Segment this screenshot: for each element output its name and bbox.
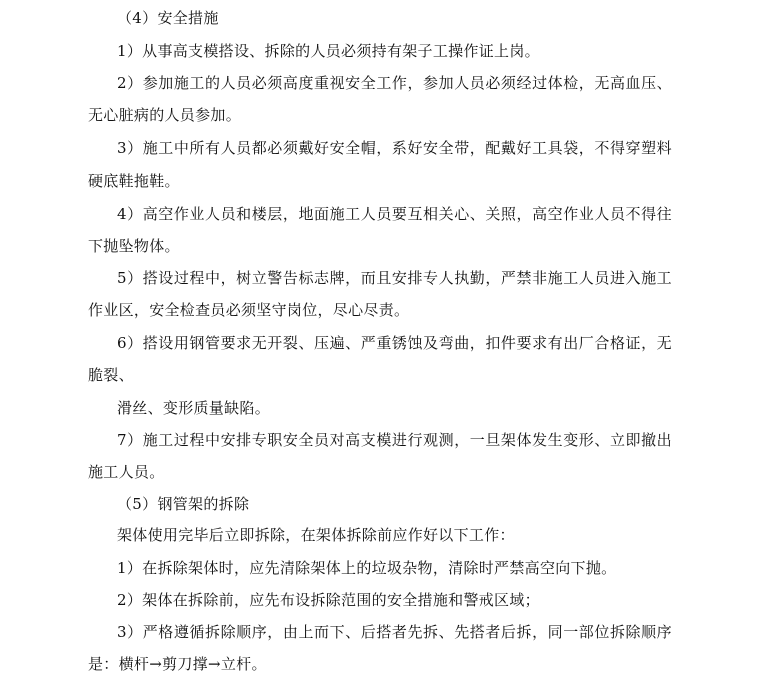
item6-line2: 脆裂、 — [88, 366, 134, 384]
dismantle-item3-line2: 是：横杆→剪刀撑→立杆。 — [88, 655, 267, 673]
item6-line3: 滑丝、变形质量缺陷。 — [117, 399, 271, 417]
item7-line2: 施工人员。 — [88, 463, 165, 481]
item2-line1: 2）参加施工的人员必须高度重视安全工作，参加人员必须经过体检，无高血压、 — [117, 74, 672, 92]
dismantle-item1: 1）在拆除架体时，应先清除架体上的垃圾杂物，清除时严禁高空向下抛。 — [117, 559, 617, 577]
dismantle-item2: 2）架体在拆除前，应先布设拆除范围的安全措施和警戒区域； — [117, 591, 540, 609]
item5-line1: 5）搭设过程中，树立警告标志牌，而且安排专人执勤，严禁非施工人员进入施工 — [117, 269, 672, 287]
section5-heading: （5）钢管架的拆除 — [117, 495, 250, 513]
item3-line2: 硬底鞋拖鞋。 — [88, 172, 180, 190]
item6-line1: 6）搭设用钢管要求无开裂、压遍、严重锈蚀及弯曲，扣件要求有出厂合格证，无 — [117, 334, 672, 352]
item7-line1: 7）施工过程中安排专职安全员对高支模进行观测，一旦架体发生变形、立即撤出 — [117, 431, 672, 449]
item4-line2: 下抛坠物体。 — [88, 237, 180, 255]
item1-text: 1）从事高支模搭设、拆除的人员必须持有架子工操作证上岗。 — [117, 42, 540, 60]
item2-line2: 无心脏病的人员参加。 — [88, 106, 242, 124]
item5-line2: 作业区，安全检查员必须坚守岗位，尽心尽责。 — [88, 301, 410, 319]
section4-heading: （4）安全措施 — [117, 9, 219, 27]
dismantle-item3-line1: 3）严格遵循拆除顺序，由上而下、后搭者先拆、先搭者后拆，同一部位拆除顺序 — [117, 623, 672, 641]
section5-intro: 架体使用完毕后立即拆除，在架体拆除前应作好以下工作： — [117, 526, 515, 544]
item3-line1: 3）施工中所有人员都必须戴好安全帽，系好安全带，配戴好工具袋，不得穿塑料 — [117, 139, 672, 157]
item4-line1: 4）高空作业人员和楼层，地面施工人员要互相关心、关照，高空作业人员不得往 — [117, 205, 672, 223]
